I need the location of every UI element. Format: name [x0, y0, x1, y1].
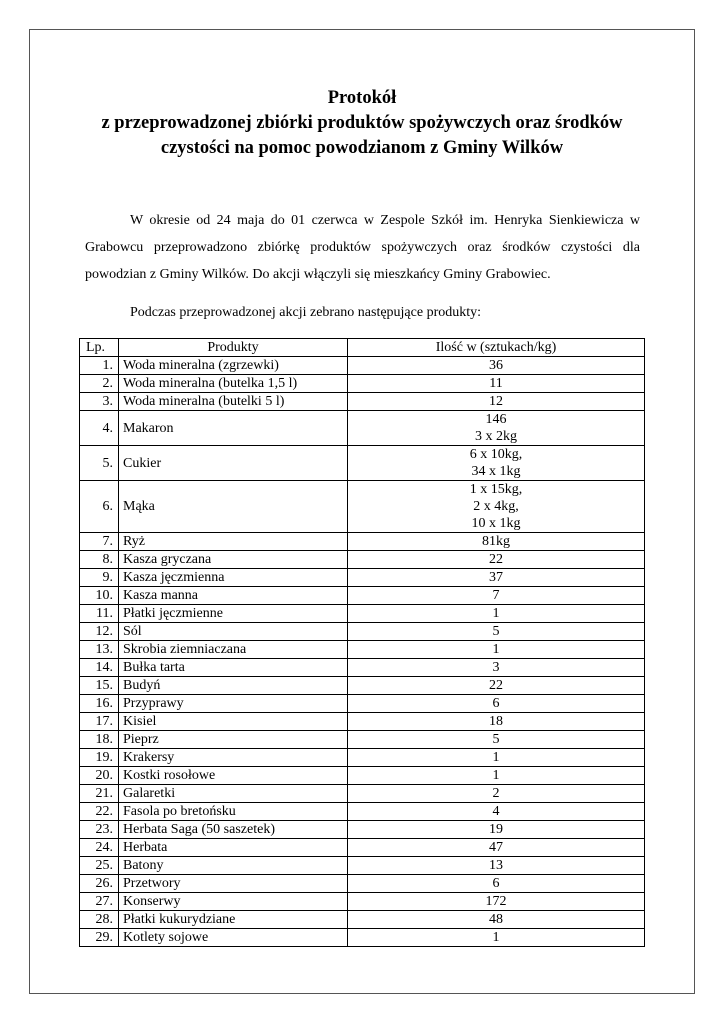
- row-lp: 17.: [80, 713, 119, 731]
- row-product: Krakersy: [119, 749, 348, 767]
- row-product: Płatki kukurydziane: [119, 911, 348, 929]
- quantity-line: 11: [489, 376, 503, 391]
- table-row: [80, 446, 645, 481]
- quantity-line: 34 x 1kg: [471, 464, 521, 479]
- quantity-line: 22: [489, 678, 503, 693]
- quantity-line: 2 x 4kg,: [473, 499, 519, 514]
- title-heading: Protokół: [327, 88, 397, 108]
- quantity-line: 7: [492, 588, 500, 603]
- row-quantity: [348, 623, 645, 641]
- row-lp: 8.: [80, 551, 119, 569]
- table-row: [80, 875, 645, 893]
- row-lp: 27.: [80, 893, 119, 911]
- quantity-line: 6 x 10kg,: [469, 447, 523, 462]
- row-quantity: [348, 605, 645, 623]
- quantity-line: 1: [492, 768, 500, 783]
- table-row: [80, 569, 645, 587]
- table-row: [80, 731, 645, 749]
- row-product: Przetwory: [119, 875, 348, 893]
- row-lp: 3.: [80, 393, 119, 411]
- table-row: [80, 803, 645, 821]
- row-quantity: [348, 767, 645, 785]
- row-quantity: [348, 569, 645, 587]
- row-product: Cukier: [119, 446, 348, 481]
- quantity-line: 3 x 2kg: [475, 429, 517, 444]
- row-quantity: [348, 731, 645, 749]
- row-lp: 25.: [80, 857, 119, 875]
- row-product: Przyprawy: [119, 695, 348, 713]
- row-quantity: [348, 821, 645, 839]
- row-product: Galaretki: [119, 785, 348, 803]
- table-row: [80, 677, 645, 695]
- row-lp: 6.: [80, 481, 119, 533]
- row-quantity: [348, 659, 645, 677]
- row-lp: 11.: [80, 605, 119, 623]
- row-quantity: [348, 785, 645, 803]
- row-lp: 9.: [80, 569, 119, 587]
- quantity-line: 1: [492, 642, 500, 657]
- row-quantity: [348, 446, 645, 481]
- quantity-line: 22: [489, 552, 503, 567]
- table-row: [80, 893, 645, 911]
- table-row: [80, 785, 645, 803]
- row-quantity: [348, 839, 645, 857]
- row-lp: 23.: [80, 821, 119, 839]
- products-table: [79, 338, 645, 947]
- header-quantity: Ilość w (sztukach/kg): [348, 339, 645, 357]
- row-product: Ryż: [119, 533, 348, 551]
- quantity-line: 4: [492, 804, 500, 819]
- row-product: Sól: [119, 623, 348, 641]
- row-quantity: [348, 875, 645, 893]
- row-product: Woda mineralna (zgrzewki): [119, 357, 348, 375]
- quantity-line: 37: [489, 570, 503, 585]
- row-lp: 20.: [80, 767, 119, 785]
- intro-paragraph-text: W okresie od 24 maja do 01 czerwca w Zespole Szkół im. Henryka Sienkiewicza w Grabowcu przeprowadzono zbiórkę produktów spożywczych oraz środków czystości dla powodzian z Gminy Wilków. Do akcji włączyli się mieszkańcy Gminy Grabowiec.: [85, 213, 640, 282]
- table-row: [80, 749, 645, 767]
- row-product: Fasola po bretońsku: [119, 803, 348, 821]
- table-row: [80, 695, 645, 713]
- table-row: [80, 533, 645, 551]
- row-product: Płatki jęczmienne: [119, 605, 348, 623]
- row-lp: 26.: [80, 875, 119, 893]
- row-lp: 18.: [80, 731, 119, 749]
- row-product: Herbata: [119, 839, 348, 857]
- title-subheading-line-1: z przeprowadzonej zbiórki produktów spożywczych oraz środków: [101, 113, 623, 133]
- row-lp: 15.: [80, 677, 119, 695]
- table-row: [80, 659, 645, 677]
- table-row: [80, 411, 645, 446]
- quantity-line: 1: [492, 606, 500, 621]
- quantity-line: 18: [489, 714, 503, 729]
- row-product: Herbata Saga (50 saszetek): [119, 821, 348, 839]
- row-product: Mąka: [119, 481, 348, 533]
- row-product: Kasza jęczmienna: [119, 569, 348, 587]
- row-product: Woda mineralna (butelki 5 l): [119, 393, 348, 411]
- quantity-line: 47: [489, 840, 503, 855]
- row-product: Konserwy: [119, 893, 348, 911]
- row-quantity: [348, 695, 645, 713]
- quantity-line: 5: [492, 732, 500, 747]
- quantity-line: 13: [489, 858, 503, 873]
- quantity-line: 3: [492, 660, 500, 675]
- quantity-line: 10 x 1kg: [471, 516, 521, 531]
- quantity-line: 12: [489, 394, 503, 409]
- quantity-line: 2: [492, 786, 500, 801]
- quantity-line: 36: [489, 358, 503, 373]
- row-product: Kostki rosołowe: [119, 767, 348, 785]
- table-row: [80, 623, 645, 641]
- row-quantity: [348, 641, 645, 659]
- row-product: Kotlety sojowe: [119, 929, 348, 947]
- row-quantity: [348, 481, 645, 533]
- table-row: [80, 605, 645, 623]
- row-quantity: [348, 893, 645, 911]
- table-row: [80, 857, 645, 875]
- row-product: Bułka tarta: [119, 659, 348, 677]
- row-lp: 7.: [80, 533, 119, 551]
- row-lp: 2.: [80, 375, 119, 393]
- row-quantity: [348, 713, 645, 731]
- table-row: [80, 375, 645, 393]
- row-lp: 24.: [80, 839, 119, 857]
- row-lp: 10.: [80, 587, 119, 605]
- row-quantity: [348, 375, 645, 393]
- row-lp: 28.: [80, 911, 119, 929]
- document-title: [29, 86, 695, 161]
- row-quantity: [348, 533, 645, 551]
- row-product: Pieprz: [119, 731, 348, 749]
- quantity-line: 172: [485, 894, 507, 909]
- row-lp: 5.: [80, 446, 119, 481]
- quantity-line: 19: [489, 822, 503, 837]
- table-row: [80, 821, 645, 839]
- table-row: [80, 641, 645, 659]
- row-lp: 22.: [80, 803, 119, 821]
- row-quantity: [348, 677, 645, 695]
- table-row: [80, 393, 645, 411]
- table-row: [80, 929, 645, 947]
- intro-paragraph: [85, 207, 640, 288]
- table-row: [80, 551, 645, 569]
- table-row: [80, 767, 645, 785]
- row-quantity: [348, 929, 645, 947]
- row-product: Kasza gryczana: [119, 551, 348, 569]
- quantity-line: 5: [492, 624, 500, 639]
- table-header-row: [80, 339, 645, 357]
- row-lp: 29.: [80, 929, 119, 947]
- row-quantity: [348, 411, 645, 446]
- table-row: [80, 713, 645, 731]
- table-row: [80, 839, 645, 857]
- table-row: [80, 587, 645, 605]
- row-lp: 13.: [80, 641, 119, 659]
- row-product: Woda mineralna (butelka 1,5 l): [119, 375, 348, 393]
- row-product: Kasza manna: [119, 587, 348, 605]
- row-quantity: [348, 551, 645, 569]
- quantity-line: 6: [492, 696, 500, 711]
- quantity-line: 1: [492, 930, 500, 945]
- quantity-line: 6: [492, 876, 500, 891]
- table-row: [80, 481, 645, 533]
- row-product: Batony: [119, 857, 348, 875]
- row-quantity: [348, 357, 645, 375]
- row-lp: 1.: [80, 357, 119, 375]
- row-quantity: [348, 393, 645, 411]
- row-quantity: [348, 857, 645, 875]
- list-intro: Podczas przeprowadzonej akcji zebrano następujące produkty:: [130, 305, 482, 320]
- row-product: Kisiel: [119, 713, 348, 731]
- quantity-line: 48: [489, 912, 503, 927]
- row-product: Skrobia ziemniaczana: [119, 641, 348, 659]
- row-quantity: [348, 803, 645, 821]
- quantity-line: 1 x 15kg,: [469, 482, 523, 497]
- row-lp: 19.: [80, 749, 119, 767]
- row-lp: 4.: [80, 411, 119, 446]
- row-quantity: [348, 749, 645, 767]
- table-row: [80, 357, 645, 375]
- title-subheading-line-2: czystości na pomoc powodzianom z Gminy Wilków: [160, 138, 564, 158]
- row-lp: 21.: [80, 785, 119, 803]
- header-lp: Lp.: [80, 339, 119, 357]
- table-row: [80, 911, 645, 929]
- quantity-line: 1: [492, 750, 500, 765]
- row-quantity: [348, 587, 645, 605]
- row-quantity: [348, 911, 645, 929]
- row-lp: 16.: [80, 695, 119, 713]
- quantity-line: 81kg: [482, 534, 510, 549]
- row-lp: 12.: [80, 623, 119, 641]
- quantity-line: 146: [485, 412, 507, 427]
- header-product: Produkty: [119, 339, 348, 357]
- row-lp: 14.: [80, 659, 119, 677]
- row-product: Budyń: [119, 677, 348, 695]
- row-product: Makaron: [119, 411, 348, 446]
